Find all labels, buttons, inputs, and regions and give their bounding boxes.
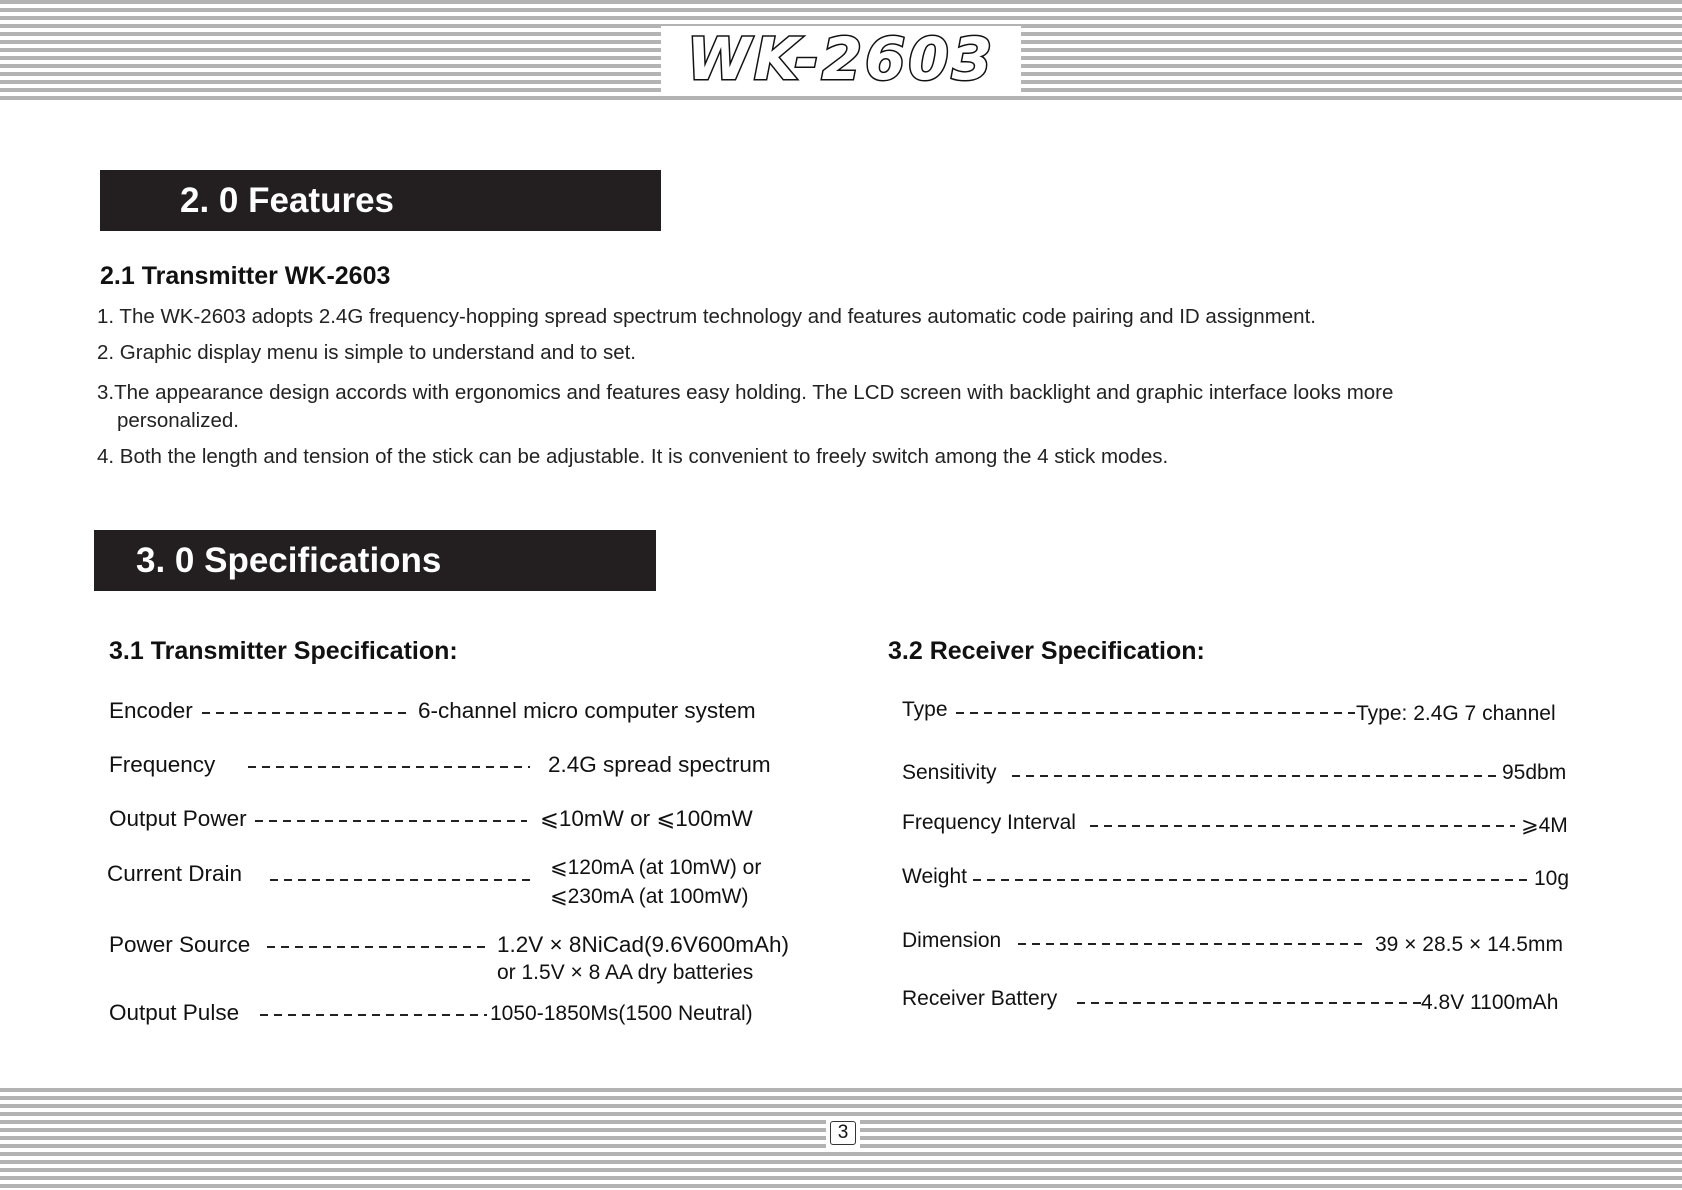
spec-value-frequency-interval: ⩾4M <box>1521 814 1568 837</box>
spec-label-output-pulse: Output Pulse <box>109 1000 240 1025</box>
spec-value-output-power: ⩽10mW or ⩽100mW <box>540 806 753 831</box>
feature-item-3-cont: personalized. <box>117 409 239 432</box>
transmitter-subtitle: 2.1 Transmitter WK-2603 <box>100 262 391 290</box>
transmitter-spec-title: 3.1 Transmitter Specification: <box>109 637 458 665</box>
spec-value-output-pulse: 1050-1850Ms(1500 Neutral) <box>490 1002 753 1025</box>
spec-value-encoder: 6-channel micro computer system <box>418 698 756 723</box>
logo-text: WK-2603 <box>686 25 996 93</box>
spec-value-power-source-1: 1.2V × 8NiCad(9.6V600mAh) <box>497 932 790 957</box>
spec-label-dimension: Dimension <box>902 929 1002 952</box>
feature-item-3: 3.The appearance design accords with ergonomics and features easy holding. The LCD screen with backlight and graphic interface looks more <box>97 381 1394 404</box>
feature-item-2: 2. Graphic display menu is simple to understand and to set. <box>97 341 636 364</box>
spec-label-output-power: Output Power <box>109 806 247 831</box>
spec-label-weight: Weight <box>902 865 967 888</box>
spec-value-power-source-2: or 1.5V × 8 AA dry batteries <box>497 961 754 984</box>
receiver-spec-title: 3.2 Receiver Specification: <box>888 637 1205 665</box>
spec-value-current-drain-1: ⩽120mA (at 10mW) or <box>550 856 762 879</box>
spec-value-sensitivity: 95dbm <box>1502 761 1567 784</box>
specifications-section-title: 3. 0 Specifications <box>94 530 656 591</box>
feature-item-4: 4. Both the length and tension of the stick can be adjustable. It is convenient to freely switch among the 4 stick modes. <box>97 445 1169 468</box>
spec-value-current-drain-2: ⩽230mA (at 100mW) <box>550 885 749 908</box>
spec-label-type: Type <box>902 698 948 721</box>
spec-value-dimension: 39 × 28.5 × 14.5mm <box>1375 933 1563 956</box>
spec-label-power-source: Power Source <box>109 932 251 957</box>
spec-label-receiver-battery: Receiver Battery <box>902 987 1058 1010</box>
feature-item-1: 1. The WK-2603 adopts 2.4G frequency-hopping spread spectrum technology and features automatic code pairing and ID assignment. <box>97 305 1316 328</box>
logo <box>661 26 1021 92</box>
page-number: 3 <box>830 1121 856 1145</box>
spec-value-type: Type: 2.4G 7 channel <box>1356 702 1556 725</box>
spec-label-sensitivity: Sensitivity <box>902 761 997 784</box>
spec-label-encoder: Encoder <box>109 698 193 723</box>
spec-label-frequency: Frequency <box>109 752 216 777</box>
page-number-box <box>826 1118 860 1148</box>
spec-label-current-drain: Current Drain <box>107 861 243 886</box>
features-section-title: 2. 0 Features <box>100 170 661 231</box>
spec-value-receiver-battery: 4.8V 1100mAh <box>1421 991 1559 1014</box>
spec-label-frequency-interval: Frequency Interval <box>902 811 1076 834</box>
spec-value-frequency: 2.4G spread spectrum <box>548 752 771 777</box>
spec-value-weight: 10g <box>1534 867 1570 890</box>
